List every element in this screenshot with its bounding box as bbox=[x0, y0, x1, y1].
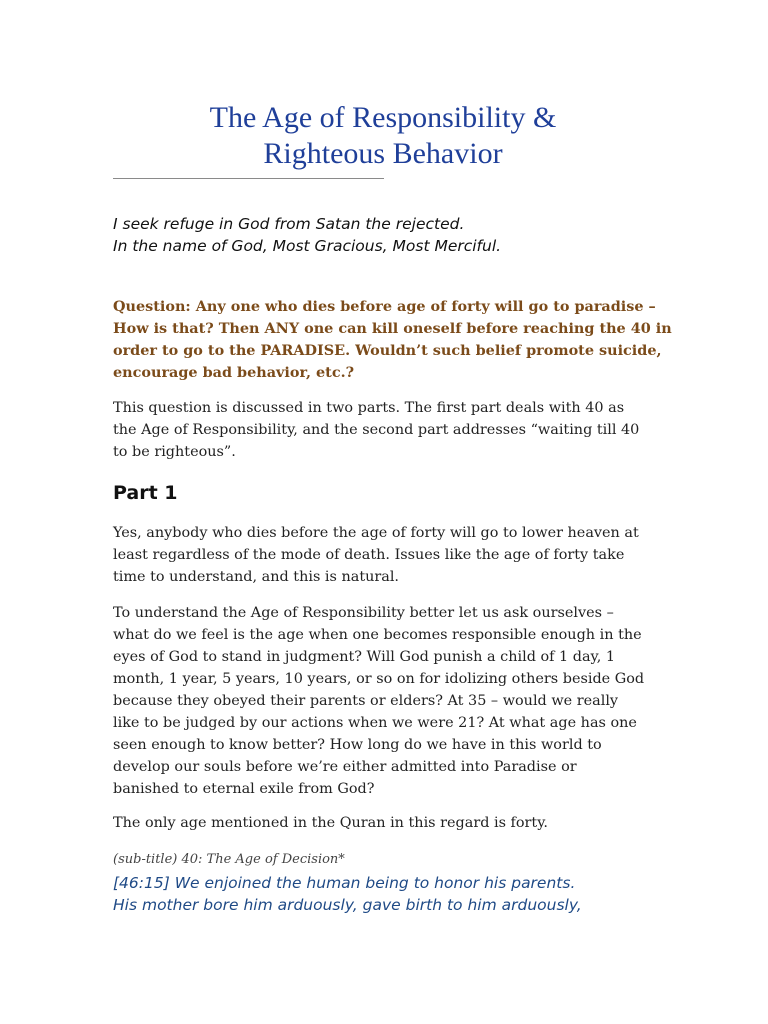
verse-line: [46:15] We enjoined the human being to honor his parents. bbox=[113, 874, 576, 892]
part-1-paragraph-1 bbox=[113, 522, 658, 588]
part-1-paragraph-2 bbox=[113, 602, 658, 800]
paragraph-line: banished to eternal exile from God? bbox=[113, 781, 375, 797]
verse-line: His mother bore him arduously, gave birth to him arduously, bbox=[113, 896, 582, 914]
question-line: order to go to the PARADISE. Wouldn’t such belief promote suicide, bbox=[113, 342, 662, 359]
title-line-1: The Age of Responsibility & bbox=[209, 101, 557, 134]
section-subtitle: (sub-title) 40: The Age of Decision* bbox=[113, 852, 345, 867]
page-title bbox=[113, 100, 653, 172]
paragraph-line: the Age of Responsibility, and the second part addresses “waiting till 40 bbox=[113, 422, 640, 438]
paragraph-line: month, 1 year, 5 years, 10 years, or so on for idolizing others beside God bbox=[113, 671, 645, 687]
question-paragraph bbox=[113, 296, 672, 384]
paragraph-line: seen enough to know better? How long do we have in this world to bbox=[113, 737, 602, 753]
question-line: Question: Any one who dies before age of forty will go to paradise – bbox=[113, 298, 656, 315]
paragraph-line: to be righteous”. bbox=[113, 444, 236, 460]
paragraph-line: This question is discussed in two parts. The first part deals with 40 as bbox=[113, 400, 625, 416]
paragraph-line: time to understand, and this is natural. bbox=[113, 569, 400, 585]
opening-invocation bbox=[113, 213, 673, 257]
invocation-line-2: In the name of God, Most Gracious, Most Merciful. bbox=[113, 237, 502, 255]
paragraph-line: To understand the Age of Responsibility better let us ask ourselves – bbox=[113, 605, 614, 621]
quran-verse-quote bbox=[113, 872, 673, 916]
paragraph-line: least regardless of the mode of death. Issues like the age of forty take bbox=[113, 547, 625, 563]
paragraph-line: develop our souls before we’re either admitted into Paradise or bbox=[113, 759, 577, 775]
paragraph-line: what do we feel is the age when one becomes responsible enough in the bbox=[113, 627, 642, 643]
paragraph-line: Yes, anybody who dies before the age of forty will go to lower heaven at bbox=[113, 525, 639, 541]
paragraph-line: eyes of God to stand in judgment? Will God punish a child of 1 day, 1 bbox=[113, 649, 616, 665]
title-line-2: Righteous Behavior bbox=[263, 137, 503, 170]
invocation-line-1: I seek refuge in God from Satan the rejected. bbox=[113, 215, 465, 233]
paragraph-line: like to be judged by our actions when we were 21? At what age has one bbox=[113, 715, 637, 731]
paragraph-line: because they obeyed their parents or elders? At 35 – would we really bbox=[113, 693, 619, 709]
part-1-paragraph-3 bbox=[113, 812, 658, 834]
question-line: How is that? Then ANY one can kill oneself before reaching the 40 in bbox=[113, 320, 672, 337]
question-line: encourage bad behavior, etc.? bbox=[113, 364, 355, 381]
part-1-heading: Part 1 bbox=[113, 482, 178, 504]
paragraph-line: The only age mentioned in the Quran in this regard is forty. bbox=[113, 815, 548, 831]
title-underline-rule bbox=[113, 178, 384, 179]
intro-paragraph bbox=[113, 397, 658, 463]
